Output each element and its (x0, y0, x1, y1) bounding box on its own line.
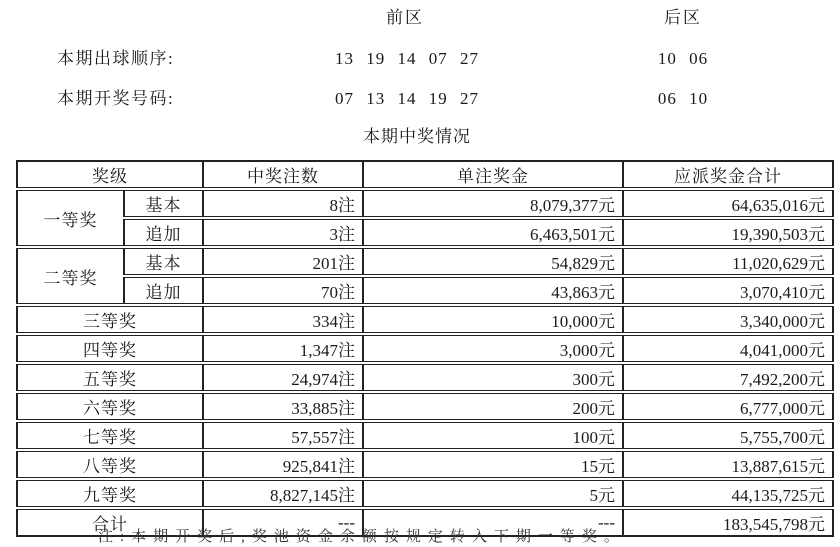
sub-level-cell: 基本 (124, 189, 203, 218)
count-cell: 57,557注 (203, 421, 363, 450)
level-cell: 九等奖 (17, 479, 203, 508)
table-row (17, 392, 833, 421)
level-cell: 一等奖 (17, 189, 124, 247)
table-row (17, 421, 833, 450)
prize-cell: 15元 (363, 450, 623, 479)
table-row (17, 305, 833, 334)
prize-cell: 10,000元 (363, 305, 623, 334)
count-cell: 1,347注 (203, 334, 363, 363)
winning-number-label: 本期开奖号码: (57, 89, 175, 108)
level-cell: 二等奖 (17, 247, 124, 305)
total-cell: 183,545,798元 (623, 508, 833, 536)
winning-number-back-numbers: 06 10 (657, 89, 709, 108)
prize-cell: 5元 (363, 479, 623, 508)
count-cell: 925,841注 (203, 450, 363, 479)
total-cell: 44,135,725元 (623, 479, 833, 508)
prize-cell: 6,463,501元 (363, 218, 623, 247)
prize-cell: 200元 (363, 392, 623, 421)
prize-cell: 8,079,377元 (363, 189, 623, 218)
level-cell: 六等奖 (17, 392, 203, 421)
count-cell: 33,885注 (203, 392, 363, 421)
table-row (17, 334, 833, 363)
prize-cell: 100元 (363, 421, 623, 450)
prize-section-title: 本期中奖情况 (363, 127, 471, 146)
total-cell: 7,492,200元 (623, 363, 833, 392)
level-cell: 三等奖 (17, 305, 203, 334)
count-cell: 201注 (203, 247, 363, 276)
level-cell: 七等奖 (17, 421, 203, 450)
front-zone-header: 前区 (386, 8, 424, 27)
total-cell: 3,340,000元 (623, 305, 833, 334)
level-cell: 合计 (17, 508, 203, 536)
level-cell: 四等奖 (17, 334, 203, 363)
header-single-prize: 单注奖金 (363, 161, 623, 189)
count-cell: 334注 (203, 305, 363, 334)
header-level: 奖级 (17, 161, 203, 189)
prize-cell: 3,000元 (363, 334, 623, 363)
count-cell: 8注 (203, 189, 363, 218)
count-cell: 3注 (203, 218, 363, 247)
clipped-footnote-line: 注:本期开奖后,奖池资金余额按规定转入下期一等奖。 (98, 529, 626, 545)
table-row (17, 479, 833, 508)
table-row (17, 450, 833, 479)
winning-number-front-numbers: 07 13 14 19 27 (335, 89, 479, 108)
sub-level-cell: 基本 (124, 247, 203, 276)
count-cell: 8,827,145注 (203, 479, 363, 508)
total-cell: 5,755,700元 (623, 421, 833, 450)
prize-cell: 300元 (363, 363, 623, 392)
prize-table (16, 160, 834, 545)
header-total-prize: 应派奖金合计 (623, 161, 833, 189)
level-cell: 八等奖 (17, 450, 203, 479)
total-cell: 13,887,615元 (623, 450, 833, 479)
table-row (17, 247, 833, 276)
total-cell: 4,041,000元 (623, 334, 833, 363)
table-header-row (17, 161, 833, 189)
ball-order-label: 本期出球顺序: (57, 49, 175, 68)
back-zone-header: 后区 (664, 8, 702, 27)
total-cell: 11,020,629元 (623, 247, 833, 276)
prize-cell: 43,863元 (363, 276, 623, 305)
ball-order-front-numbers: 13 19 14 07 27 (335, 49, 479, 68)
count-cell: 70注 (203, 276, 363, 305)
count-cell: 24,974注 (203, 363, 363, 392)
table-row (17, 218, 833, 247)
level-cell: 五等奖 (17, 363, 203, 392)
count-cell: --- (203, 508, 363, 536)
total-cell: 64,635,016元 (623, 189, 833, 218)
sub-level-cell: 追加 (124, 276, 203, 305)
ball-order-back-numbers: 10 06 (657, 49, 709, 68)
sub-level-cell: 追加 (124, 218, 203, 247)
prize-cell: --- (363, 508, 623, 536)
total-cell: 3,070,410元 (623, 276, 833, 305)
total-cell: 19,390,503元 (623, 218, 833, 247)
table-row (17, 276, 833, 305)
table-row (17, 363, 833, 392)
total-cell: 6,777,000元 (623, 392, 833, 421)
prize-cell: 54,829元 (363, 247, 623, 276)
header-count: 中奖注数 (203, 161, 363, 189)
table-row (17, 189, 833, 218)
